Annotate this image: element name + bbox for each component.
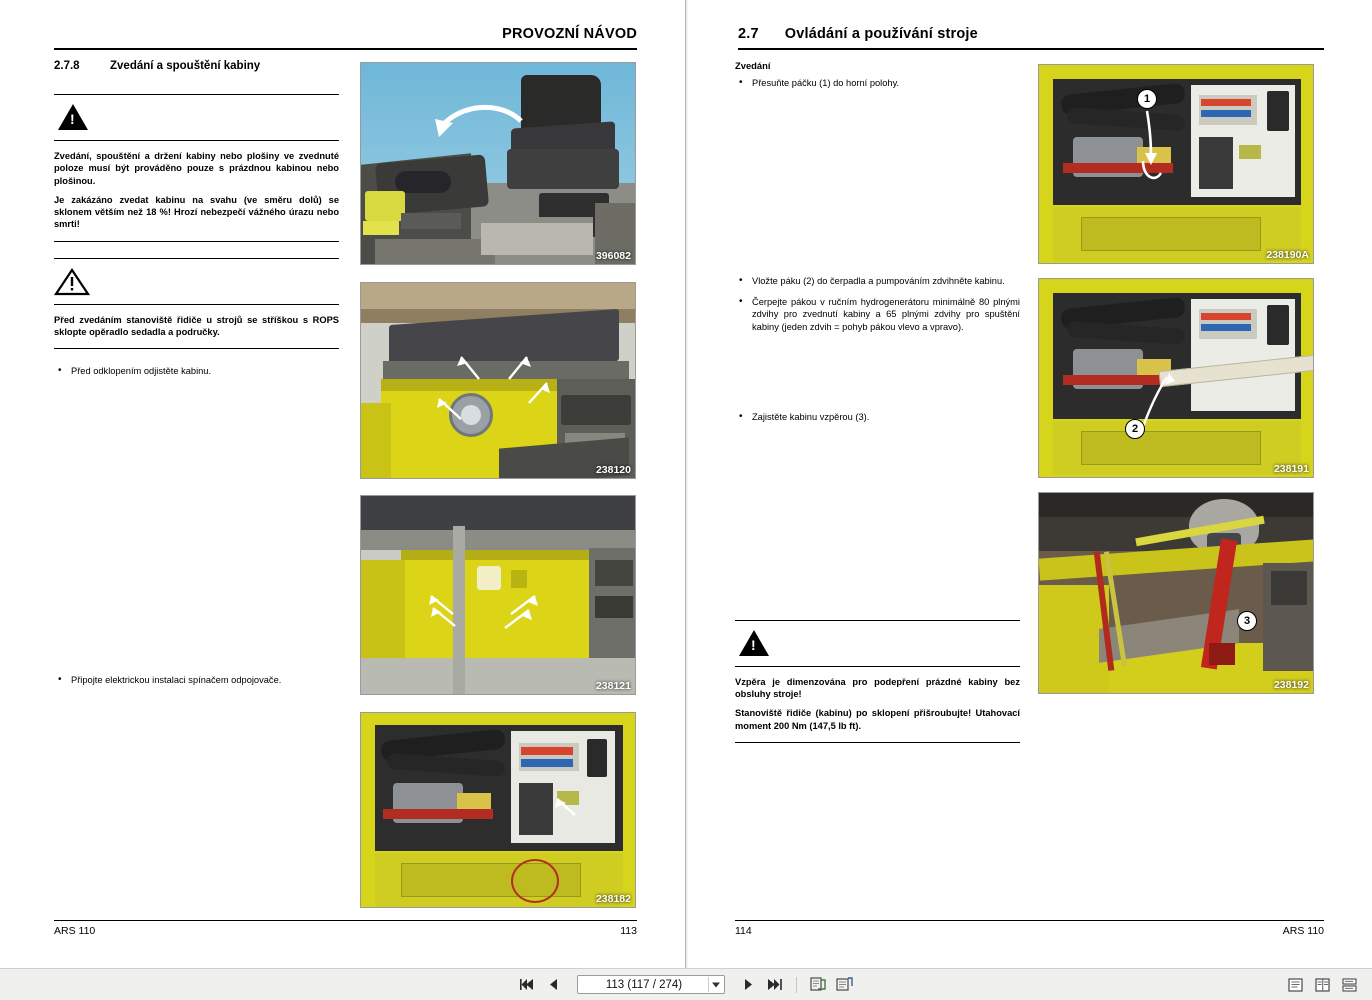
figure-238182: [360, 712, 636, 908]
callout-pointer-2: [1039, 279, 1314, 478]
warning-text-1: Zvedání, spouštění a držení kabiny nebo plošiny ve zvednuté poloze musí být prováděno pouze s prázdnou kabinou nebo plošinou.: [54, 151, 339, 186]
list-item: • Přesuňte páčku (1) do horní polohy.: [735, 77, 1020, 89]
last-page-button[interactable]: [766, 976, 783, 994]
exclamation-glyph: !: [70, 111, 75, 127]
warning-divider: [54, 140, 339, 141]
right-text-column: [735, 60, 1020, 759]
field-separator: [708, 977, 709, 992]
left-bullet-list-1: [54, 365, 339, 377]
section-heading-left: [54, 60, 339, 72]
header-section-title: Ovládání a používání stroje: [784, 26, 978, 42]
warning-text-1: Vzpěra je dimenzována pro podepření prázdné kabiny bez obsluhy stroje!: [735, 676, 1020, 699]
page-number-value: 113 (117 / 274): [605, 978, 683, 991]
warning-block-danger: [54, 94, 339, 242]
detail-arrow-icon: [361, 713, 636, 908]
page-number-field[interactable]: [577, 975, 725, 994]
callout-badge-3: 3: [1237, 611, 1257, 631]
right-bullet-list-2: [735, 275, 1020, 333]
footer-model: ARS 110: [1282, 925, 1324, 937]
page-header-right: [738, 26, 978, 42]
detail-arrows-icon: [361, 496, 636, 695]
section-number: 2.7.8: [54, 60, 80, 72]
viewer-toolbar: [0, 968, 1372, 1000]
single-page-view-icon[interactable]: [1287, 976, 1304, 994]
list-item: • Čerpejte pákou v ručním hydrogenerátoru minimálně 80 plnými zdvihy pro zvednutí kabiny a 65 plnými zdvihy pro spuštění kabiny (jeden zdvih = pohyb pákou vlevo a vpravo).: [735, 296, 1020, 333]
facing-pages-view-icon[interactable]: [1314, 976, 1331, 994]
fit-width-icon[interactable]: [836, 976, 853, 994]
section-title: Zvedání a spouštění kabiny: [110, 60, 261, 72]
warning-triangle-solid-wrap: [735, 630, 1020, 660]
warning-triangle-icon: [58, 104, 88, 130]
page-footer-left: [54, 920, 637, 938]
figure-caption: 238190A: [1266, 249, 1309, 261]
subsection-title: Zvedání: [735, 60, 771, 71]
page-footer-right: [735, 920, 1324, 938]
caution-divider: [54, 304, 339, 305]
footer-model: ARS 110: [54, 925, 96, 937]
right-bullet-list-3: [735, 411, 1020, 423]
callout-pointer-1: [1039, 65, 1314, 264]
figure-caption: 238182: [595, 893, 631, 905]
previous-page-button[interactable]: [545, 976, 562, 994]
left-text-column: [54, 60, 339, 694]
chevron-down-icon[interactable]: [712, 982, 720, 987]
page-right: [686, 0, 1372, 968]
header-rule-right: [738, 48, 1324, 50]
fit-page-icon[interactable]: [810, 976, 827, 994]
figure-caption: 238121: [595, 680, 631, 692]
warning-block-strut: [735, 620, 1020, 743]
caution-triangle-icon: [54, 268, 90, 296]
left-bullet-list-2: [54, 674, 339, 686]
footer-page-number: 113: [620, 925, 637, 937]
list-item: • Vložte páku (2) do čerpadla a pumpováním zdvihněte kabinu.: [735, 275, 1020, 287]
figure-396082: [360, 62, 636, 265]
continuous-scroll-view-icon[interactable]: [1341, 976, 1358, 994]
figure-caption: 238120: [595, 464, 631, 476]
callout-badge-1: 1: [1137, 89, 1157, 109]
list-item: • Před odklopením odjistěte kabinu.: [54, 365, 339, 377]
figure-238192: [1038, 492, 1314, 694]
callout-badge-2: 2: [1125, 419, 1145, 439]
rotation-arrow-icon: [361, 63, 636, 265]
figure-caption: 238191: [1273, 463, 1309, 475]
warning-triangle-solid-wrap: [54, 104, 339, 134]
warning-block-caution: [54, 258, 339, 350]
page-navigation-group: [519, 975, 853, 994]
header-rule-left: [54, 48, 637, 50]
caution-text-1: Před zvedáním stanoviště řidiče u strojů se stříškou s ROPS sklopte opěradlo sedadla a područky.: [54, 314, 339, 337]
warning-triangle-icon: [739, 630, 769, 656]
figure-238190A: [1038, 64, 1314, 264]
list-item: • Připojte elektrickou instalaci spínačem odpojovače.: [54, 674, 339, 686]
warning-triangle-outline-wrap: [54, 268, 339, 298]
first-page-button[interactable]: [519, 976, 536, 994]
right-bullet-list-1: [735, 77, 1020, 89]
figure-caption: 396082: [595, 250, 631, 262]
page-left: [0, 0, 686, 968]
figure-238120: [360, 282, 636, 479]
header-section-number: 2.7: [738, 26, 759, 42]
figure-238191: [1038, 278, 1314, 478]
figure-caption: 238192: [1273, 679, 1309, 691]
view-mode-group: [1287, 976, 1358, 994]
warning-divider: [735, 666, 1020, 667]
footer-page-number: 114: [735, 925, 752, 937]
figure-238121: [360, 495, 636, 695]
list-item: • Zajistěte kabinu vzpěrou (3).: [735, 411, 1020, 423]
exclamation-glyph: !: [751, 636, 756, 653]
next-page-button[interactable]: [740, 976, 757, 994]
detail-arrows-icon: [361, 283, 636, 479]
warning-text-2: Stanoviště řidiče (kabinu) po sklopení přišroubujte! Utahovací moment 200 Nm (147,5 lb ft).: [735, 708, 1020, 731]
page-header-left: PROVOZNÍ NÁVOD: [502, 26, 637, 42]
toolbar-divider: [796, 977, 797, 993]
page-gutter: [686, 0, 688, 968]
warning-text-2: Je zakázáno zvedat kabinu na svahu (ve směru dolů) se sklonem větším než 18 %! Hrozí nebezpečí vážného úrazu nebo smrti!: [54, 194, 339, 230]
